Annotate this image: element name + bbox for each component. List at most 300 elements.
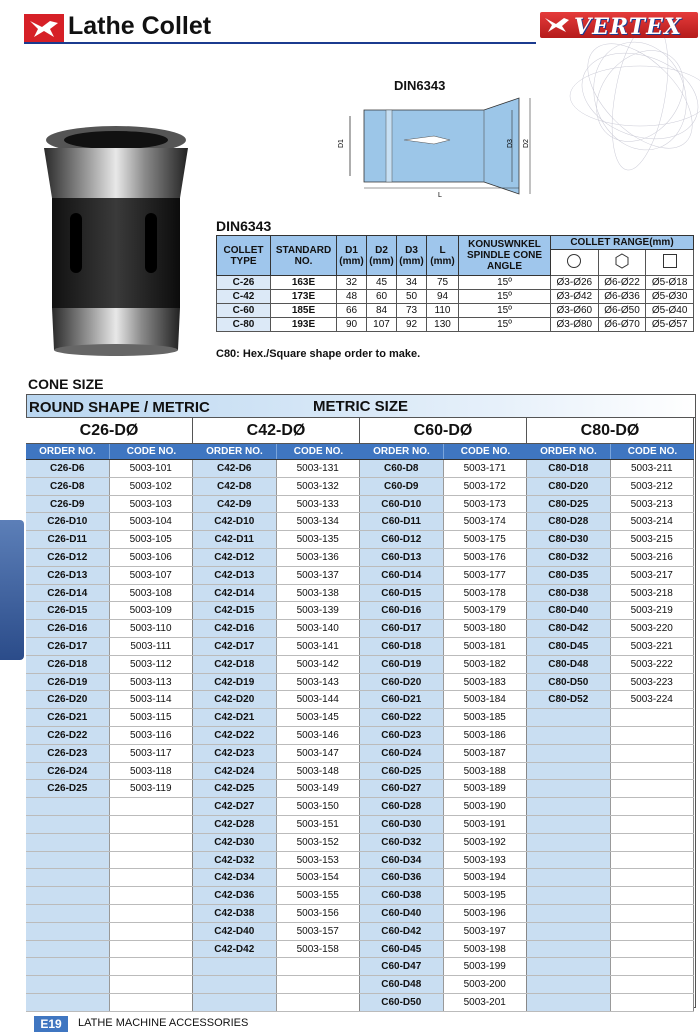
order-no-cell: C42-D14 [193, 585, 277, 602]
table-row [360, 638, 527, 656]
order-no-cell [527, 763, 611, 780]
order-no-cell: C80-D48 [527, 656, 611, 673]
order-no-cell: C42-D22 [193, 727, 277, 744]
cell-d1: 48 [337, 290, 367, 304]
code-no-cell [611, 994, 695, 1011]
round-shape-icon [567, 254, 581, 268]
table-row [360, 834, 527, 852]
order-no-cell: C42-D32 [193, 852, 277, 869]
code-no-cell: 5003-152 [277, 834, 361, 851]
table-row [360, 869, 527, 887]
code-no-cell: 5003-198 [444, 941, 528, 958]
code-no-cell [110, 816, 194, 833]
table-row [360, 620, 527, 638]
code-no-header: CODE NO. [627, 446, 678, 457]
title-divider [24, 42, 536, 44]
table-row [527, 496, 694, 514]
code-no-cell: 5003-156 [277, 905, 361, 922]
order-no-cell [527, 834, 611, 851]
code-no-cell: 5003-110 [110, 620, 194, 637]
order-no-cell [527, 941, 611, 958]
order-no-cell: C60-D9 [360, 478, 444, 495]
code-no-cell [611, 976, 695, 993]
table-row [26, 923, 193, 941]
code-no-cell: 5003-157 [277, 923, 361, 940]
code-no-cell: 5003-214 [611, 513, 695, 530]
code-no-cell: 5003-192 [444, 834, 528, 851]
code-no-cell: 5003-213 [611, 496, 695, 513]
table-row [360, 567, 527, 585]
table-row [193, 816, 360, 834]
cell-range-round: Ø3-Ø80 [551, 318, 599, 332]
order-no-cell: C60-D45 [360, 941, 444, 958]
table-row [26, 958, 193, 976]
order-no-cell: C26-D17 [26, 638, 110, 655]
order-no-cell: C60-D22 [360, 709, 444, 726]
order-no-cell: C42-D25 [193, 780, 277, 797]
code-no-cell [611, 905, 695, 922]
table-row [527, 745, 694, 763]
code-no-cell: 5003-149 [277, 780, 361, 797]
collet-photo [30, 118, 202, 358]
code-no-cell: 5003-179 [444, 602, 528, 619]
code-no-cell: 5003-158 [277, 941, 361, 958]
table-row [360, 887, 527, 905]
code-no-cell: 5003-218 [611, 585, 695, 602]
col-d3: D3 (mm) [397, 236, 427, 276]
table-row [527, 905, 694, 923]
table-row [193, 727, 360, 745]
table-row [360, 852, 527, 870]
table-row [26, 816, 193, 834]
code-no-cell [110, 958, 194, 975]
col-range: COLLET RANGE(mm) [551, 236, 694, 250]
code-no-cell [611, 709, 695, 726]
table-row [26, 602, 193, 620]
code-no-cell: 5003-199 [444, 958, 528, 975]
table-row [193, 602, 360, 620]
order-no-cell: C26-D14 [26, 585, 110, 602]
code-no-cell: 5003-150 [277, 798, 361, 815]
order-no-cell: C60-D25 [360, 763, 444, 780]
table-row [193, 460, 360, 478]
table-row [193, 478, 360, 496]
order-no-cell: C60-D14 [360, 567, 444, 584]
order-no-cell [193, 976, 277, 993]
code-no-cell: 5003-176 [444, 549, 528, 566]
table-row [360, 531, 527, 549]
code-no-cell [611, 763, 695, 780]
table-row [527, 549, 694, 567]
table-row [360, 941, 527, 959]
code-no-cell: 5003-138 [277, 585, 361, 602]
code-no-cell: 5003-132 [277, 478, 361, 495]
order-no-cell: C80-D38 [527, 585, 611, 602]
order-no-cell: C42-D15 [193, 602, 277, 619]
table-row [26, 798, 193, 816]
cell-angle: 15º [459, 276, 551, 290]
order-no-cell: C80-D52 [527, 691, 611, 708]
order-no-cell: C42-D34 [193, 869, 277, 886]
table-row [26, 496, 193, 514]
code-no-cell: 5003-136 [277, 549, 361, 566]
code-no-cell: 5003-135 [277, 531, 361, 548]
code-no-cell: 5003-133 [277, 496, 361, 513]
column-title: C26-DØ [26, 418, 193, 444]
code-no-cell: 5003-104 [110, 513, 194, 530]
order-no-cell: C42-D30 [193, 834, 277, 851]
table-row [527, 620, 694, 638]
order-no-cell: C42-D16 [193, 620, 277, 637]
order-no-cell [26, 958, 110, 975]
table-row [26, 905, 193, 923]
order-no-cell: C80-D50 [527, 674, 611, 691]
code-no-cell [110, 852, 194, 869]
size-column [360, 418, 527, 1012]
table-row [360, 602, 527, 620]
order-no-cell: C60-D17 [360, 620, 444, 637]
order-no-cell: C26-D21 [26, 709, 110, 726]
code-no-cell: 5003-139 [277, 602, 361, 619]
table-row [26, 513, 193, 531]
table-row [360, 923, 527, 941]
cell-d2: 45 [367, 276, 397, 290]
table-row [193, 923, 360, 941]
code-no-cell: 5003-217 [611, 567, 695, 584]
code-no-cell [611, 745, 695, 762]
code-no-cell: 5003-118 [110, 763, 194, 780]
code-no-cell: 5003-146 [277, 727, 361, 744]
table-row [527, 976, 694, 994]
table-row [193, 941, 360, 959]
column-subheader [26, 444, 193, 460]
order-no-cell [527, 709, 611, 726]
code-no-cell [611, 941, 695, 958]
code-no-cell: 5003-141 [277, 638, 361, 655]
order-no-cell [26, 941, 110, 958]
table-row [360, 656, 527, 674]
code-no-cell [611, 887, 695, 904]
code-no-cell: 5003-144 [277, 691, 361, 708]
table-row [26, 709, 193, 727]
cell-range-round: Ø3-Ø60 [551, 304, 599, 318]
table-row [360, 674, 527, 692]
order-no-cell: C42-D10 [193, 513, 277, 530]
order-no-cell: C26-D25 [26, 780, 110, 797]
cell-range-hex: Ø6-Ø22 [598, 276, 646, 290]
hex-shape-icon [614, 253, 630, 269]
code-no-cell: 5003-143 [277, 674, 361, 691]
order-no-cell: C80-D20 [527, 478, 611, 495]
order-no-cell [527, 994, 611, 1011]
order-no-cell: C42-D21 [193, 709, 277, 726]
code-no-cell: 5003-103 [110, 496, 194, 513]
table-row [193, 674, 360, 692]
table-row [193, 513, 360, 531]
code-no-cell [611, 923, 695, 940]
order-no-cell: C60-D40 [360, 905, 444, 922]
order-no-cell [26, 887, 110, 904]
cell-range-hex: Ø6-Ø50 [598, 304, 646, 318]
table-row [193, 763, 360, 781]
code-no-cell: 5003-131 [277, 460, 361, 477]
order-no-cell [527, 923, 611, 940]
table-row [527, 994, 694, 1012]
drawing-din-label: DIN6343 [394, 78, 446, 93]
column-title: C42-DØ [193, 418, 360, 444]
table-row [26, 994, 193, 1012]
code-no-cell: 5003-190 [444, 798, 528, 815]
code-no-cell: 5003-188 [444, 763, 528, 780]
collet-technical-drawing [334, 96, 564, 200]
code-no-cell: 5003-155 [277, 887, 361, 904]
round-shape-band [26, 394, 696, 418]
table-row [527, 691, 694, 709]
order-no-cell: C42-D11 [193, 531, 277, 548]
order-no-cell: C42-D17 [193, 638, 277, 655]
footer-category: LATHE MACHINE ACCESSORIES [78, 1017, 249, 1029]
code-no-cell: 5003-222 [611, 656, 695, 673]
spec-row [217, 276, 694, 290]
order-no-cell: C26-D9 [26, 496, 110, 513]
column-subheader [193, 444, 360, 460]
spec-row [217, 290, 694, 304]
table-row [360, 816, 527, 834]
table-row [360, 460, 527, 478]
code-no-cell: 5003-193 [444, 852, 528, 869]
order-no-cell: C26-D16 [26, 620, 110, 637]
order-no-header: ORDER NO. [527, 444, 611, 459]
code-no-cell: 5003-184 [444, 691, 528, 708]
table-row [527, 478, 694, 496]
order-no-cell: C60-D30 [360, 816, 444, 833]
table-row [26, 478, 193, 496]
table-row [527, 656, 694, 674]
dim-d1-label: D1 [338, 139, 345, 148]
code-no-cell: 5003-109 [110, 602, 194, 619]
code-no-cell: 5003-216 [611, 549, 695, 566]
order-no-cell: C26-D24 [26, 763, 110, 780]
order-no-cell: C80-D40 [527, 602, 611, 619]
table-row [360, 798, 527, 816]
code-no-cell [110, 798, 194, 815]
table-row [527, 674, 694, 692]
code-no-cell [110, 994, 194, 1011]
table-row [527, 585, 694, 603]
code-no-cell: 5003-151 [277, 816, 361, 833]
code-no-header: CODE NO. [126, 446, 177, 457]
eagle-logo-icon [24, 14, 64, 44]
order-no-cell: C80-D18 [527, 460, 611, 477]
order-no-header: ORDER NO. [360, 444, 444, 459]
table-row [360, 549, 527, 567]
order-no-cell: C42-D28 [193, 816, 277, 833]
order-no-cell: C26-D19 [26, 674, 110, 691]
column-title: C60-DØ [360, 418, 527, 444]
code-no-cell: 5003-106 [110, 549, 194, 566]
table-row [360, 727, 527, 745]
cell-d3: 34 [397, 276, 427, 290]
table-row [193, 620, 360, 638]
code-no-cell: 5003-201 [444, 994, 528, 1011]
cell-range-round: Ø3-Ø26 [551, 276, 599, 290]
table-row [26, 869, 193, 887]
order-no-cell: C26-D15 [26, 602, 110, 619]
order-no-cell: C42-D18 [193, 656, 277, 673]
cell-std: 193E [271, 318, 337, 332]
cell-d3: 50 [397, 290, 427, 304]
code-no-cell: 5003-177 [444, 567, 528, 584]
table-row [26, 691, 193, 709]
order-no-cell [26, 994, 110, 1011]
code-no-cell [110, 923, 194, 940]
code-no-cell: 5003-221 [611, 638, 695, 655]
order-no-cell: C60-D42 [360, 923, 444, 940]
code-no-cell [110, 976, 194, 993]
table-row [527, 567, 694, 585]
order-no-cell: C42-D23 [193, 745, 277, 762]
brand-logo [540, 12, 698, 38]
size-column [26, 418, 193, 1012]
order-no-cell [527, 958, 611, 975]
cell-d3: 92 [397, 318, 427, 332]
code-no-cell: 5003-191 [444, 816, 528, 833]
cell-d2: 60 [367, 290, 397, 304]
order-no-cell [527, 887, 611, 904]
table-row [360, 763, 527, 781]
column-subheader [527, 444, 694, 460]
cell-type: C-42 [217, 290, 271, 304]
code-no-cell: 5003-224 [611, 691, 695, 708]
table-row [527, 923, 694, 941]
column-title: C80-DØ [527, 418, 694, 444]
table-row [360, 691, 527, 709]
code-no-cell [611, 834, 695, 851]
spec-din-label: DIN6343 [216, 218, 272, 234]
table-row [527, 602, 694, 620]
table-row [193, 745, 360, 763]
code-no-cell: 5003-101 [110, 460, 194, 477]
table-row [360, 478, 527, 496]
table-row [26, 887, 193, 905]
order-no-cell [26, 834, 110, 851]
col-angle: KONUSWNKEL SPINDLE CONE ANGLE [459, 236, 551, 276]
table-row [193, 905, 360, 923]
code-no-cell: 5003-112 [110, 656, 194, 673]
order-no-cell: C80-D45 [527, 638, 611, 655]
code-no-cell [611, 816, 695, 833]
table-row [360, 709, 527, 727]
order-no-cell: C80-D30 [527, 531, 611, 548]
cell-l: 75 [427, 276, 459, 290]
code-no-cell [277, 958, 361, 975]
order-no-cell: C42-D38 [193, 905, 277, 922]
code-no-cell: 5003-105 [110, 531, 194, 548]
order-no-cell: C42-D20 [193, 691, 277, 708]
cell-std: 185E [271, 304, 337, 318]
brand-name: VERTEX [574, 14, 682, 40]
code-no-cell: 5003-223 [611, 674, 695, 691]
code-no-cell [277, 994, 361, 1011]
table-row [193, 656, 360, 674]
table-row [26, 567, 193, 585]
cell-d2: 84 [367, 304, 397, 318]
table-row [193, 834, 360, 852]
table-row [527, 834, 694, 852]
order-no-cell: C60-D20 [360, 674, 444, 691]
code-no-cell: 5003-153 [277, 852, 361, 869]
code-no-header: CODE NO. [293, 446, 344, 457]
order-no-cell [527, 976, 611, 993]
cell-angle: 15º [459, 290, 551, 304]
table-row [527, 513, 694, 531]
order-no-cell [26, 798, 110, 815]
table-row [360, 513, 527, 531]
order-no-cell: C80-D25 [527, 496, 611, 513]
code-no-cell: 5003-174 [444, 513, 528, 530]
dim-l-label: L [438, 192, 442, 199]
order-no-cell: C26-D20 [26, 691, 110, 708]
code-no-cell: 5003-186 [444, 727, 528, 744]
order-no-cell: C60-D11 [360, 513, 444, 530]
table-row [527, 816, 694, 834]
code-no-cell: 5003-113 [110, 674, 194, 691]
code-no-cell: 5003-148 [277, 763, 361, 780]
code-no-cell: 5003-119 [110, 780, 194, 797]
table-row [527, 638, 694, 656]
spec-row [217, 304, 694, 318]
order-no-cell: C60-D19 [360, 656, 444, 673]
page-number: E19 [34, 1016, 68, 1032]
order-no-cell: C26-D23 [26, 745, 110, 762]
code-no-cell: 5003-185 [444, 709, 528, 726]
order-no-cell: C80-D42 [527, 620, 611, 637]
table-row [26, 745, 193, 763]
code-no-cell: 5003-220 [611, 620, 695, 637]
table-row [360, 994, 527, 1012]
table-row [193, 567, 360, 585]
order-no-cell: C80-D32 [527, 549, 611, 566]
order-no-cell: C26-D13 [26, 567, 110, 584]
order-no-cell: C80-D28 [527, 513, 611, 530]
cell-range-square: Ø5-Ø30 [646, 290, 694, 304]
order-no-cell: C60-D36 [360, 869, 444, 886]
table-row [360, 905, 527, 923]
order-no-cell: C26-D18 [26, 656, 110, 673]
table-row [193, 531, 360, 549]
order-no-cell: C42-D8 [193, 478, 277, 495]
dim-d3-label: D3 [507, 139, 514, 148]
page-title: Lathe Collet [68, 12, 212, 40]
code-no-cell [110, 941, 194, 958]
cell-type: C-60 [217, 304, 271, 318]
order-no-cell: C42-D36 [193, 887, 277, 904]
order-no-cell [26, 869, 110, 886]
spec-row [217, 318, 694, 332]
cell-angle: 15º [459, 318, 551, 332]
cell-range-square: Ø5-Ø18 [646, 276, 694, 290]
table-row [527, 763, 694, 781]
table-row [26, 763, 193, 781]
square-shape-icon [663, 254, 677, 268]
cell-d3: 73 [397, 304, 427, 318]
order-no-cell: C60-D12 [360, 531, 444, 548]
round-shape-title: ROUND SHAPE / METRIC [29, 399, 210, 416]
code-no-cell [611, 852, 695, 869]
table-row [193, 994, 360, 1012]
cell-range-square: Ø5-Ø57 [646, 318, 694, 332]
code-no-cell: 5003-114 [110, 691, 194, 708]
